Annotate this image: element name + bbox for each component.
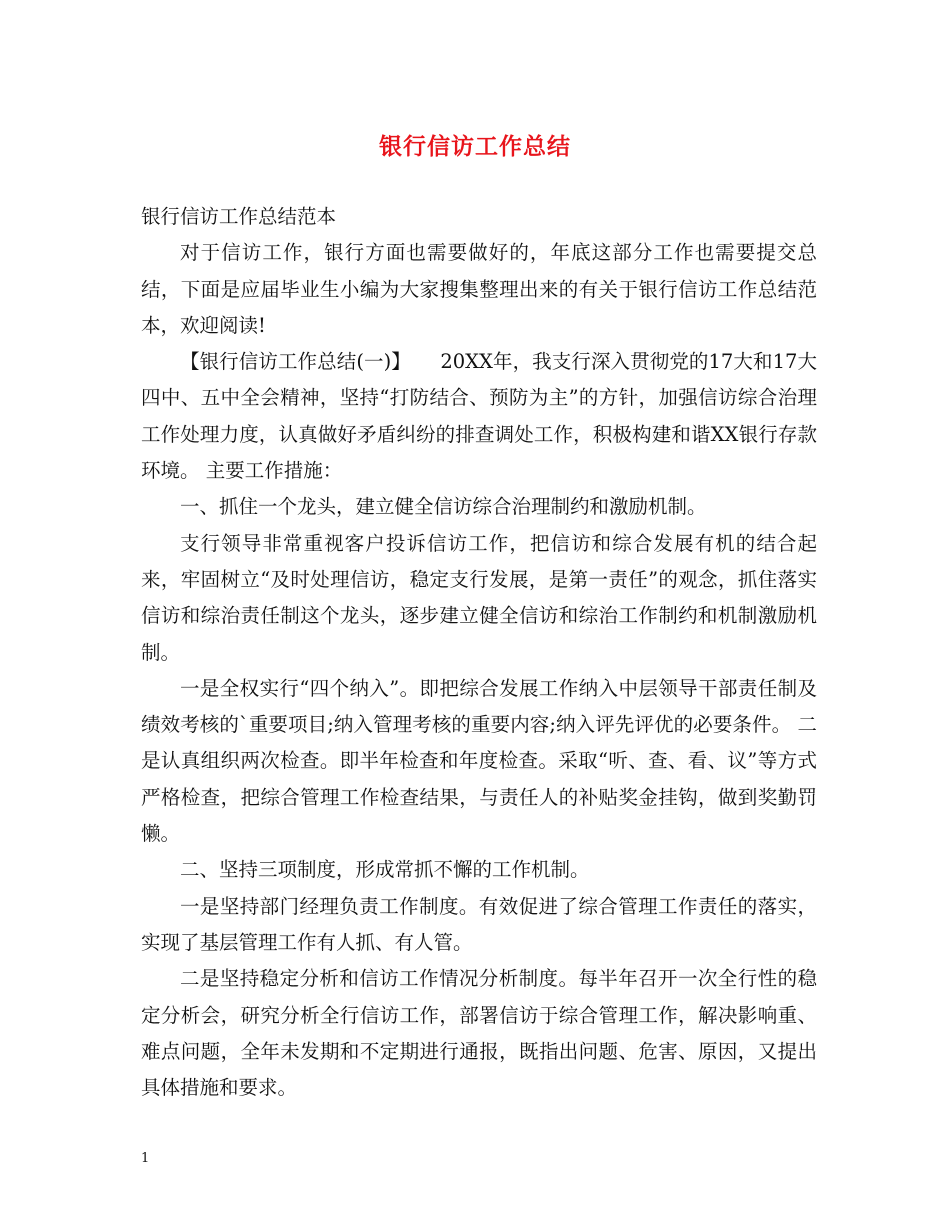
- document-body: [141, 199, 817, 1106]
- paragraph-summary-one: 【银行信访工作总结(一)】 20XX年，我支行深入贯彻党的17大和17大四中、五中全会精神，坚持“打防结合、预防为主”的方针，加强信访综合治理工作处理力度，认真做好矛盾纠纷的排查调处工作，积极构建和谐XX银行存款环境。 主要工作措施：: [141, 350, 817, 483]
- paragraph-intro: 对于信访工作，银行方面也需要做好的，年底这部分工作也需要提交总结，下面是应届毕业生小编为大家搜集整理出来的有关于银行信访工作总结范本，欢迎阅读!: [141, 241, 817, 337]
- heading-section-two: 二、坚持三项制度，形成常抓不懈的工作机制。: [180, 858, 590, 882]
- paragraph-stability-analysis: 二是坚持稳定分析和信访工作情况分析制度。每半年召开一次全行性的稳定分析会，研究分析全行信访工作，部署信访于综合管理工作，解决影响重、难点问题，全年未发期和不定期进行通报，既指出问题、危害、原因，又提出具体措施和要求。: [141, 967, 817, 1100]
- paragraph-leadership: 支行领导非常重视客户投诉信访工作，把信访和综合发展有机的结合起来，牢固树立“及时处理信访，稳定支行发展，是第一责任”的观念，抓住落实信访和综治责任制这个龙头，逐步建立健全信访和综治工作制约和机制激励机制。: [141, 531, 817, 664]
- page-number: 1: [141, 1151, 150, 1166]
- document-title: 银行信访工作总结: [379, 134, 571, 160]
- document-subtitle: 银行信访工作总结范本: [141, 205, 337, 228]
- heading-section-one: 一、抓住一个龙头，建立健全信访综合治理制约和激励机制。: [180, 495, 707, 519]
- paragraph-manager-responsibility: 一是坚持部门经理负责工作制度。有效促进了综合管理工作责任的落实，实现了基层管理工作有人抓、有人管。: [141, 894, 817, 954]
- paragraph-four-inclusions: 一是全权实行“四个纳入”。即把综合发展工作纳入中层领导干部责任制及绩效考核的`重要项目;纳入管理考核的重要内容;纳入评先评优的必要条件。 二是认真组织两次检查。即半年检查和年度检查。采取“听、查、看、议”等方式严格检查，把综合管理工作检查结果，与责任人的补贴奖金挂钩，做到奖勤罚懒。: [141, 676, 817, 846]
